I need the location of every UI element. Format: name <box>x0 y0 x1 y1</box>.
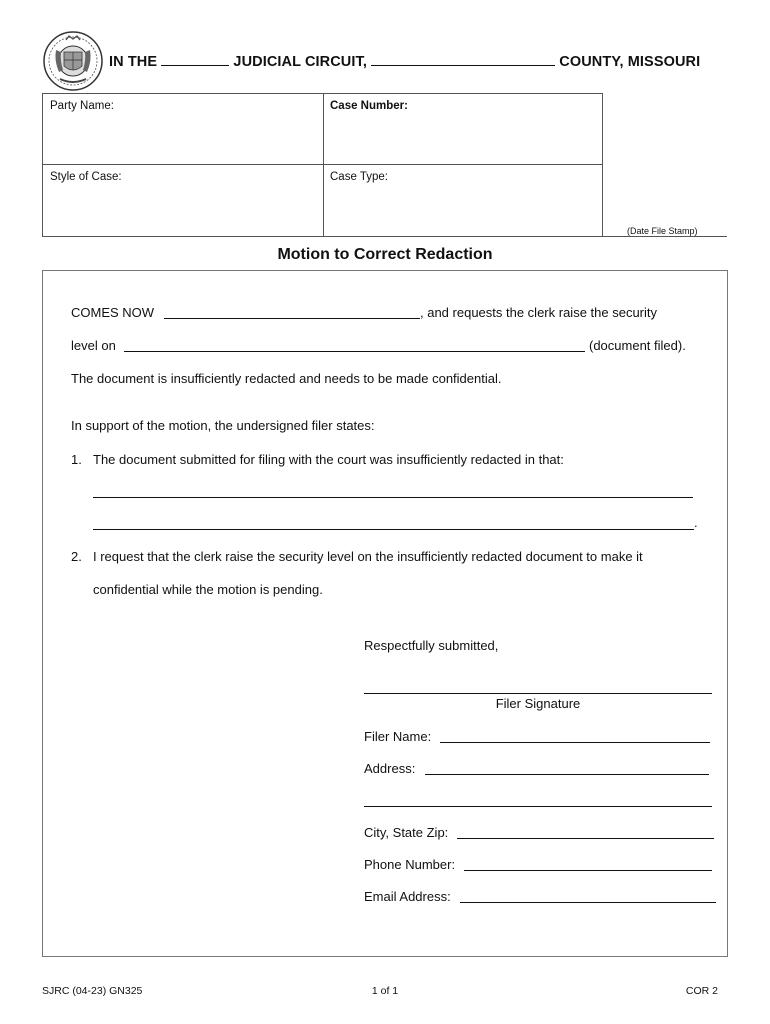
date-file-stamp-label: (Date File Stamp) <box>627 226 698 236</box>
email-address-label: Email Address: <box>364 889 451 904</box>
item-1-number: 1. <box>71 452 82 467</box>
header-county-state: COUNTY, MISSOURI <box>559 54 701 70</box>
city-state-zip-field[interactable] <box>457 838 714 839</box>
address-field-line-2[interactable] <box>364 806 712 807</box>
level-on-text: level on <box>71 338 116 353</box>
comes-now-suffix: , and requests the clerk raise the security <box>420 305 658 320</box>
address-label: Address: <box>364 761 416 776</box>
header-judicial-circuit: JUDICIAL CIRCUIT, <box>233 54 367 70</box>
page-number: 1 of 1 <box>371 985 399 997</box>
form-id: SJRC (04-23) GN325 <box>42 985 143 997</box>
item-2-number: 2. <box>71 549 82 564</box>
respectfully-submitted: Respectfully submitted, <box>364 638 499 653</box>
phone-number-label: Phone Number: <box>364 857 456 872</box>
item-2-text-line-1: I request that the clerk raise the security level on the insufficiently redacted document to make it <box>93 549 643 564</box>
insufficient-statement: The document is insufficiently redacted and needs to be made confidential. <box>71 371 502 386</box>
address-field-line-1[interactable] <box>425 774 709 775</box>
court-header <box>109 52 700 70</box>
header-in-the: IN THE <box>109 54 158 70</box>
case-number-label: Case Number: <box>330 100 408 112</box>
email-address-field[interactable] <box>460 902 716 903</box>
filer-name-field[interactable] <box>440 742 710 743</box>
filer-signature-line[interactable] <box>364 693 712 694</box>
circuit-number-blank[interactable] <box>161 52 229 66</box>
county-name-blank[interactable] <box>371 52 555 66</box>
phone-number-field[interactable] <box>464 870 712 871</box>
filer-name-label: Filer Name: <box>364 729 432 744</box>
style-of-case-label: Style of Case: <box>50 171 122 183</box>
document-filed-blank[interactable] <box>124 351 585 352</box>
party-name-label: Party Name: <box>50 100 114 112</box>
item-2-text-line-2: confidential while the motion is pending. <box>93 582 323 597</box>
comes-now-text: COMES NOW <box>71 305 155 320</box>
case-caption-table <box>42 93 603 237</box>
file-stamp-line <box>603 236 727 237</box>
city-state-zip-label: City, State Zip: <box>364 825 449 840</box>
support-intro: In support of the motion, the undersigned filer states: <box>71 418 375 433</box>
document-title: Motion to Correct Redaction <box>277 246 493 263</box>
filer-signature-label: Filer Signature <box>495 696 581 711</box>
item-1-period: . <box>694 515 698 530</box>
filer-name-blank[interactable] <box>164 318 420 319</box>
document-filed-text: (document filed). <box>589 338 686 353</box>
redaction-reason-line-2[interactable] <box>93 529 694 530</box>
item-1-text: The document submitted for filing with the court was insufficiently redacted in that: <box>93 452 564 467</box>
case-type-label: Case Type: <box>330 171 388 183</box>
redaction-reason-line-1[interactable] <box>93 497 693 498</box>
missouri-state-seal-icon <box>42 30 104 92</box>
form-code: COR 2 <box>685 985 718 997</box>
